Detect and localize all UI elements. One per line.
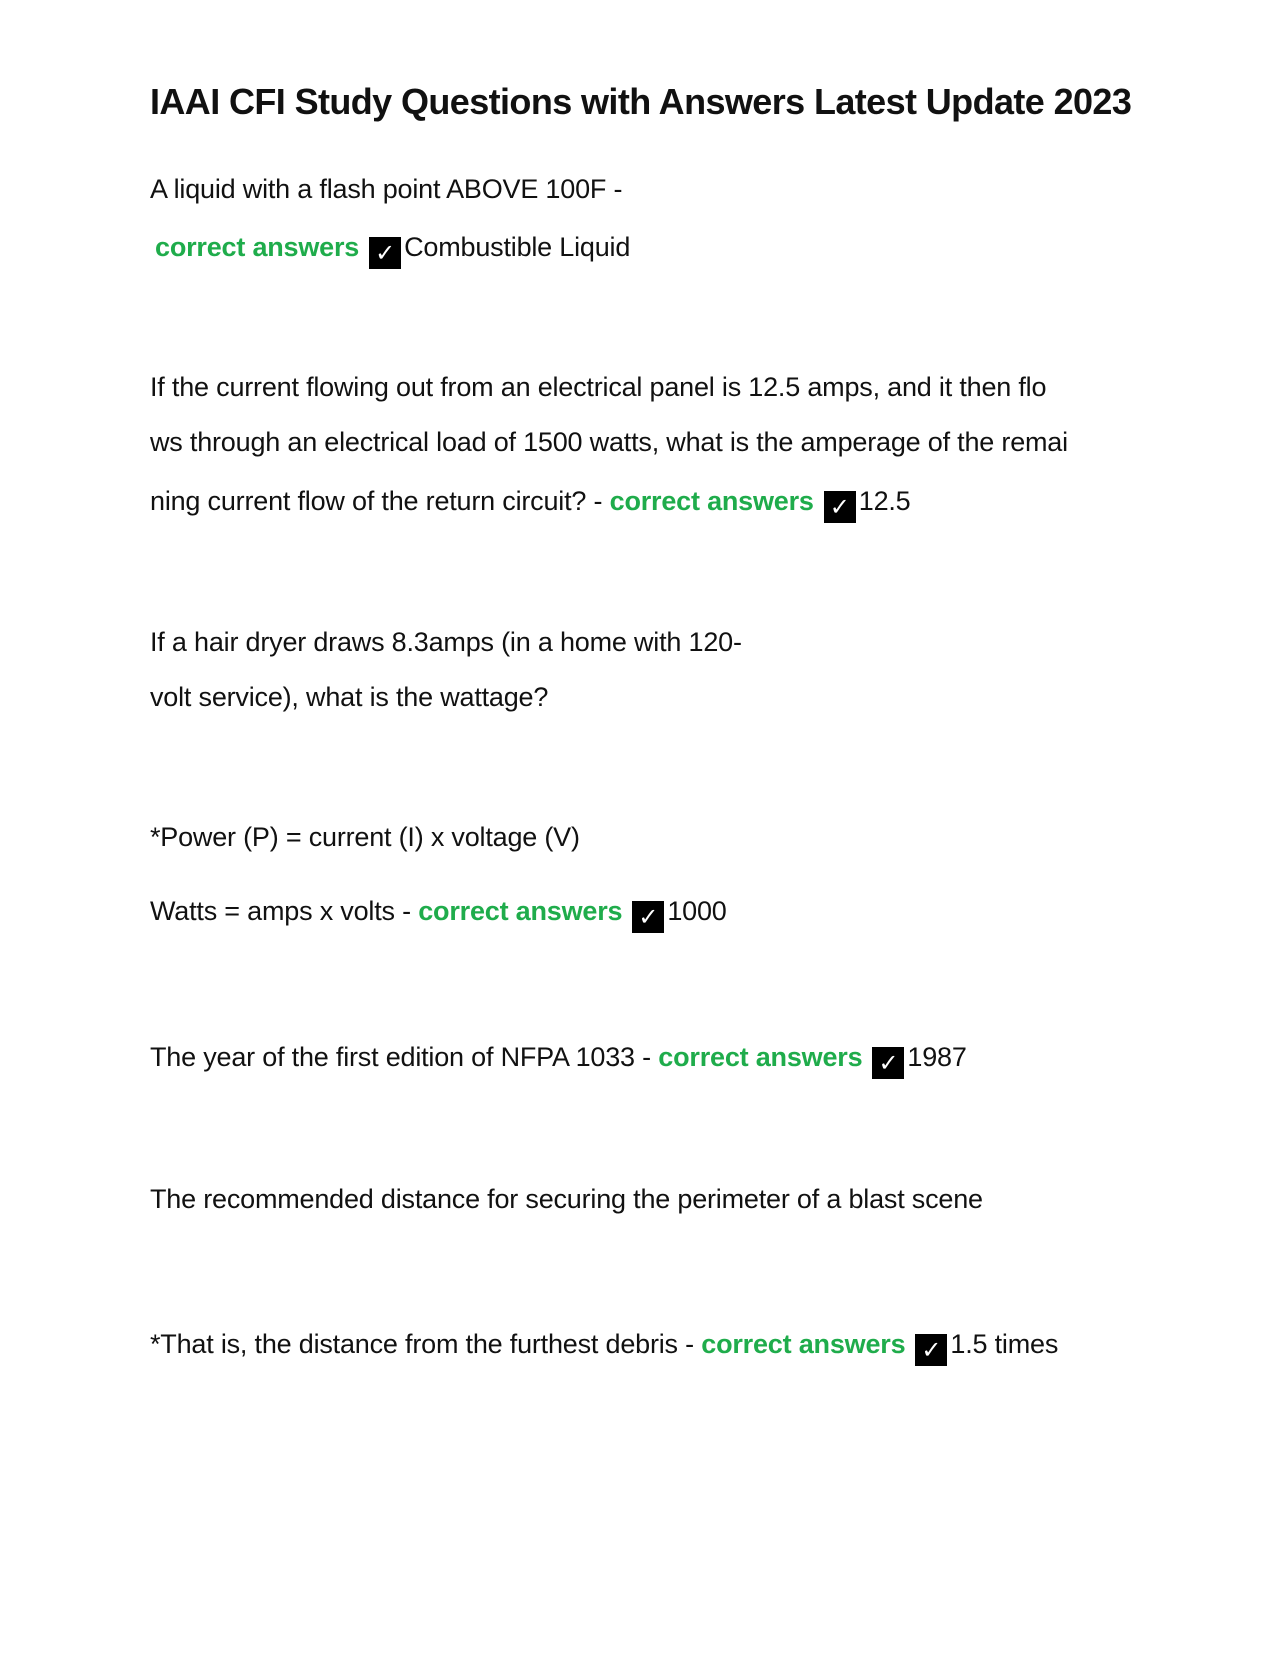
question-3-line-2: volt service), what is the wattage? bbox=[150, 682, 549, 712]
checkmark-icon: ✓ bbox=[872, 1047, 904, 1079]
question-1-text: A liquid with a flash point ABOVE 100F - bbox=[150, 174, 623, 204]
answer-2-value: 12.5 bbox=[858, 486, 911, 516]
checkmark-icon: ✓ bbox=[369, 237, 401, 269]
answer-line-1 bbox=[150, 230, 630, 269]
question-5-line-2 bbox=[150, 1327, 1058, 1366]
answer-5-value: 1.5 times bbox=[950, 1329, 1059, 1359]
answer-label: correct answers bbox=[701, 1329, 906, 1359]
document-title: IAAI CFI Study Questions with Answers Latest Update 2023 bbox=[150, 81, 1132, 122]
question-5-line-1: The recommended distance for securing the perimeter of a blast scene bbox=[150, 1184, 983, 1214]
checkmark-icon: ✓ bbox=[824, 491, 856, 523]
question-5-line-2-text: *That is, the distance from the furthest debris - bbox=[150, 1329, 694, 1359]
answer-label: correct answers bbox=[418, 896, 623, 926]
checkmark-icon: ✓ bbox=[915, 1334, 947, 1366]
answer-label: correct answers bbox=[658, 1042, 863, 1072]
question-3-line-1: If a hair dryer draws 8.3amps (in a home with 120- bbox=[150, 627, 742, 657]
answer-1-value: Combustible Liquid bbox=[404, 232, 631, 262]
question-2-line-3-text: ning current flow of the return circuit? - bbox=[150, 486, 603, 516]
question-2-line-1: If the current flowing out from an electrical panel is 12.5 amps, and it then flo bbox=[150, 372, 1047, 402]
question-3-line-3: *Power (P) = current (I) x voltage (V) bbox=[150, 822, 580, 852]
answer-3-value: 1000 bbox=[667, 896, 727, 926]
question-3-line-4 bbox=[150, 894, 727, 933]
answer-label: correct answers bbox=[609, 486, 814, 516]
question-2-line-3 bbox=[150, 484, 911, 523]
answer-label: correct answers bbox=[155, 232, 360, 262]
question-2-line-2: ws through an electrical load of 1500 watts, what is the amperage of the remai bbox=[150, 427, 1068, 457]
answer-4-value: 1987 bbox=[907, 1042, 967, 1072]
question-3-line-4-text: Watts = amps x volts - bbox=[150, 896, 411, 926]
question-4-line bbox=[150, 1040, 967, 1079]
checkmark-icon: ✓ bbox=[632, 901, 664, 933]
question-4-text: The year of the first edition of NFPA 1033 - bbox=[150, 1042, 651, 1072]
